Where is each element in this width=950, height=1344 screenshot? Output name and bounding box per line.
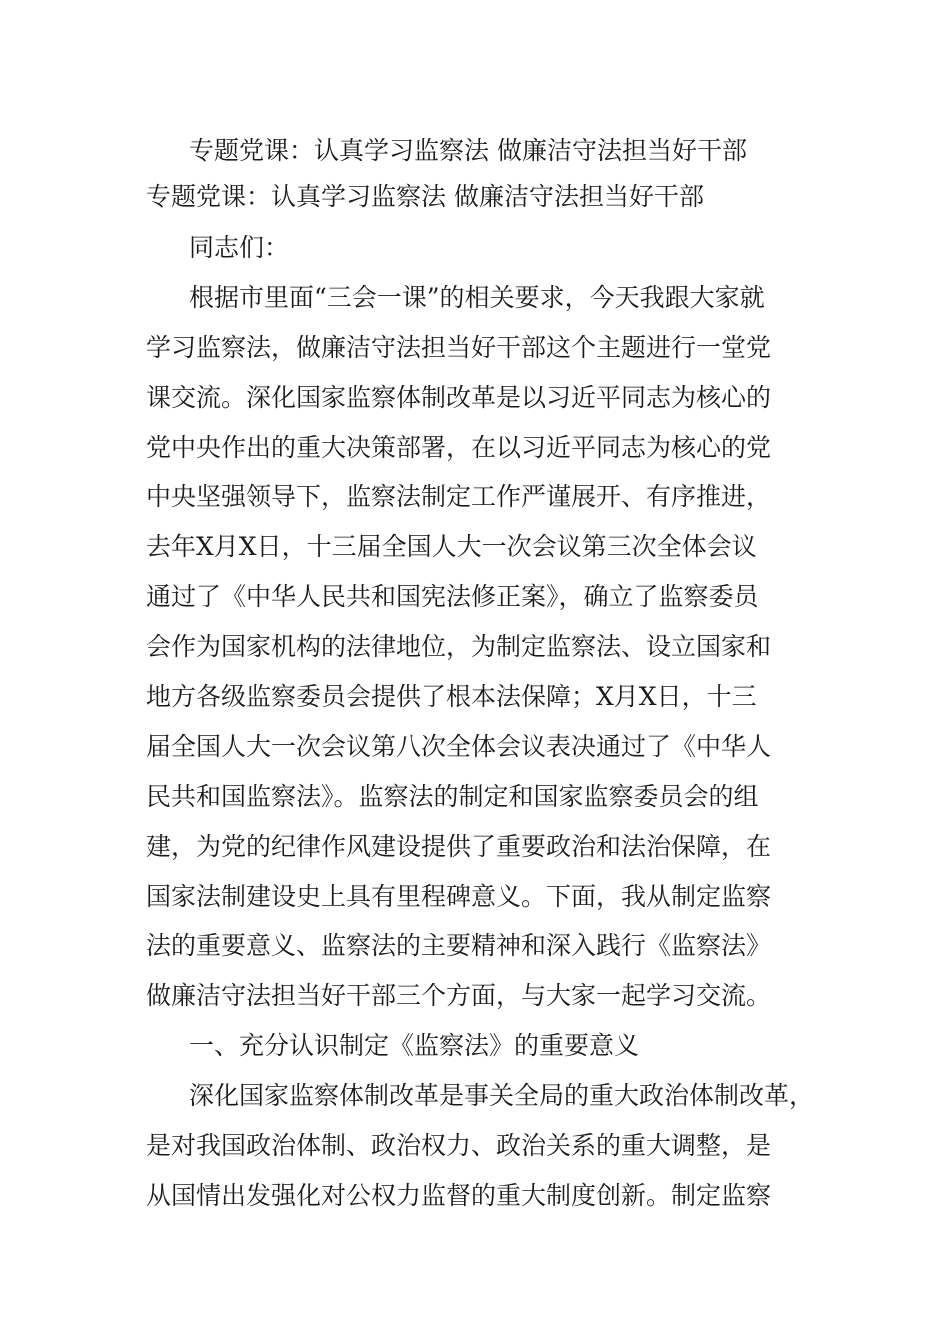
paragraph-line: 民共和国监察法》。监察法的制定和国家监察委员会的组: [146, 781, 759, 811]
paragraph-line: 国家法制建设史上具有里程碑意义。下面，我从制定监察: [146, 881, 772, 911]
document-body: [146, 130, 815, 1221]
salutation: 同志们：: [189, 233, 290, 262]
paragraph-line: 是对我国政治体制、政治权力、政治关系的重大调整，是: [146, 1131, 772, 1161]
paragraph-line: 建，为党的纪律作风建设提供了重要政治和法治保障，在: [146, 831, 772, 861]
section-heading: 一、充分认识制定《监察法》的重要意义: [189, 1031, 640, 1061]
paragraph-line: 通过了《中华人民共和国宪法修正案》，确立了监察委员: [146, 582, 759, 612]
paragraph-line: 课交流。深化国家监察体制改革是以习近平同志为核心的: [146, 382, 772, 412]
paragraph-line: 中央坚强领导下，监察法制定工作严谨展开、有序推进，: [146, 482, 772, 512]
paragraph-line: 会作为国家机构的法律地位，为制定监察法、设立国家和: [146, 632, 772, 662]
document-title: 专题党课：认真学习监察法 做廉洁守法担当好干部: [189, 136, 747, 165]
paragraph-line: 党中央作出的重大决策部署，在以习近平同志为核心的党: [146, 432, 772, 462]
paragraph-line: 做廉洁守法担当好干部三个方面，与大家一起学习交流。: [146, 981, 772, 1011]
paragraph-line: 根据市里面“三会一课”的相关要求，今天我跟大家就: [189, 282, 765, 312]
paragraph-line: 深化国家监察体制改革是事关全局的重大政治体制改革，: [189, 1081, 815, 1111]
paragraph-line: 去年X月X日，十三届全国人大一次会议第三次全体会议: [146, 532, 757, 562]
paragraph-line: 法的重要意义、监察法的主要精神和深入践行《监察法》: [146, 931, 772, 961]
paragraph-line: 学习监察法，做廉洁守法担当好干部这个主题进行一堂党: [146, 332, 772, 362]
document-subtitle: 专题党课：认真学习监察法 做廉洁守法担当好干部: [146, 182, 704, 211]
paragraph-line: 从国情出发强化对公权力监督的重大制度创新。制定监察: [146, 1180, 772, 1210]
paragraph-line: 届全国人大一次会议第八次全体会议表决通过了《中华人: [146, 731, 772, 761]
paragraph-line: 地方各级监察委员会提供了根本法保障；X月X日，十三: [146, 682, 757, 712]
